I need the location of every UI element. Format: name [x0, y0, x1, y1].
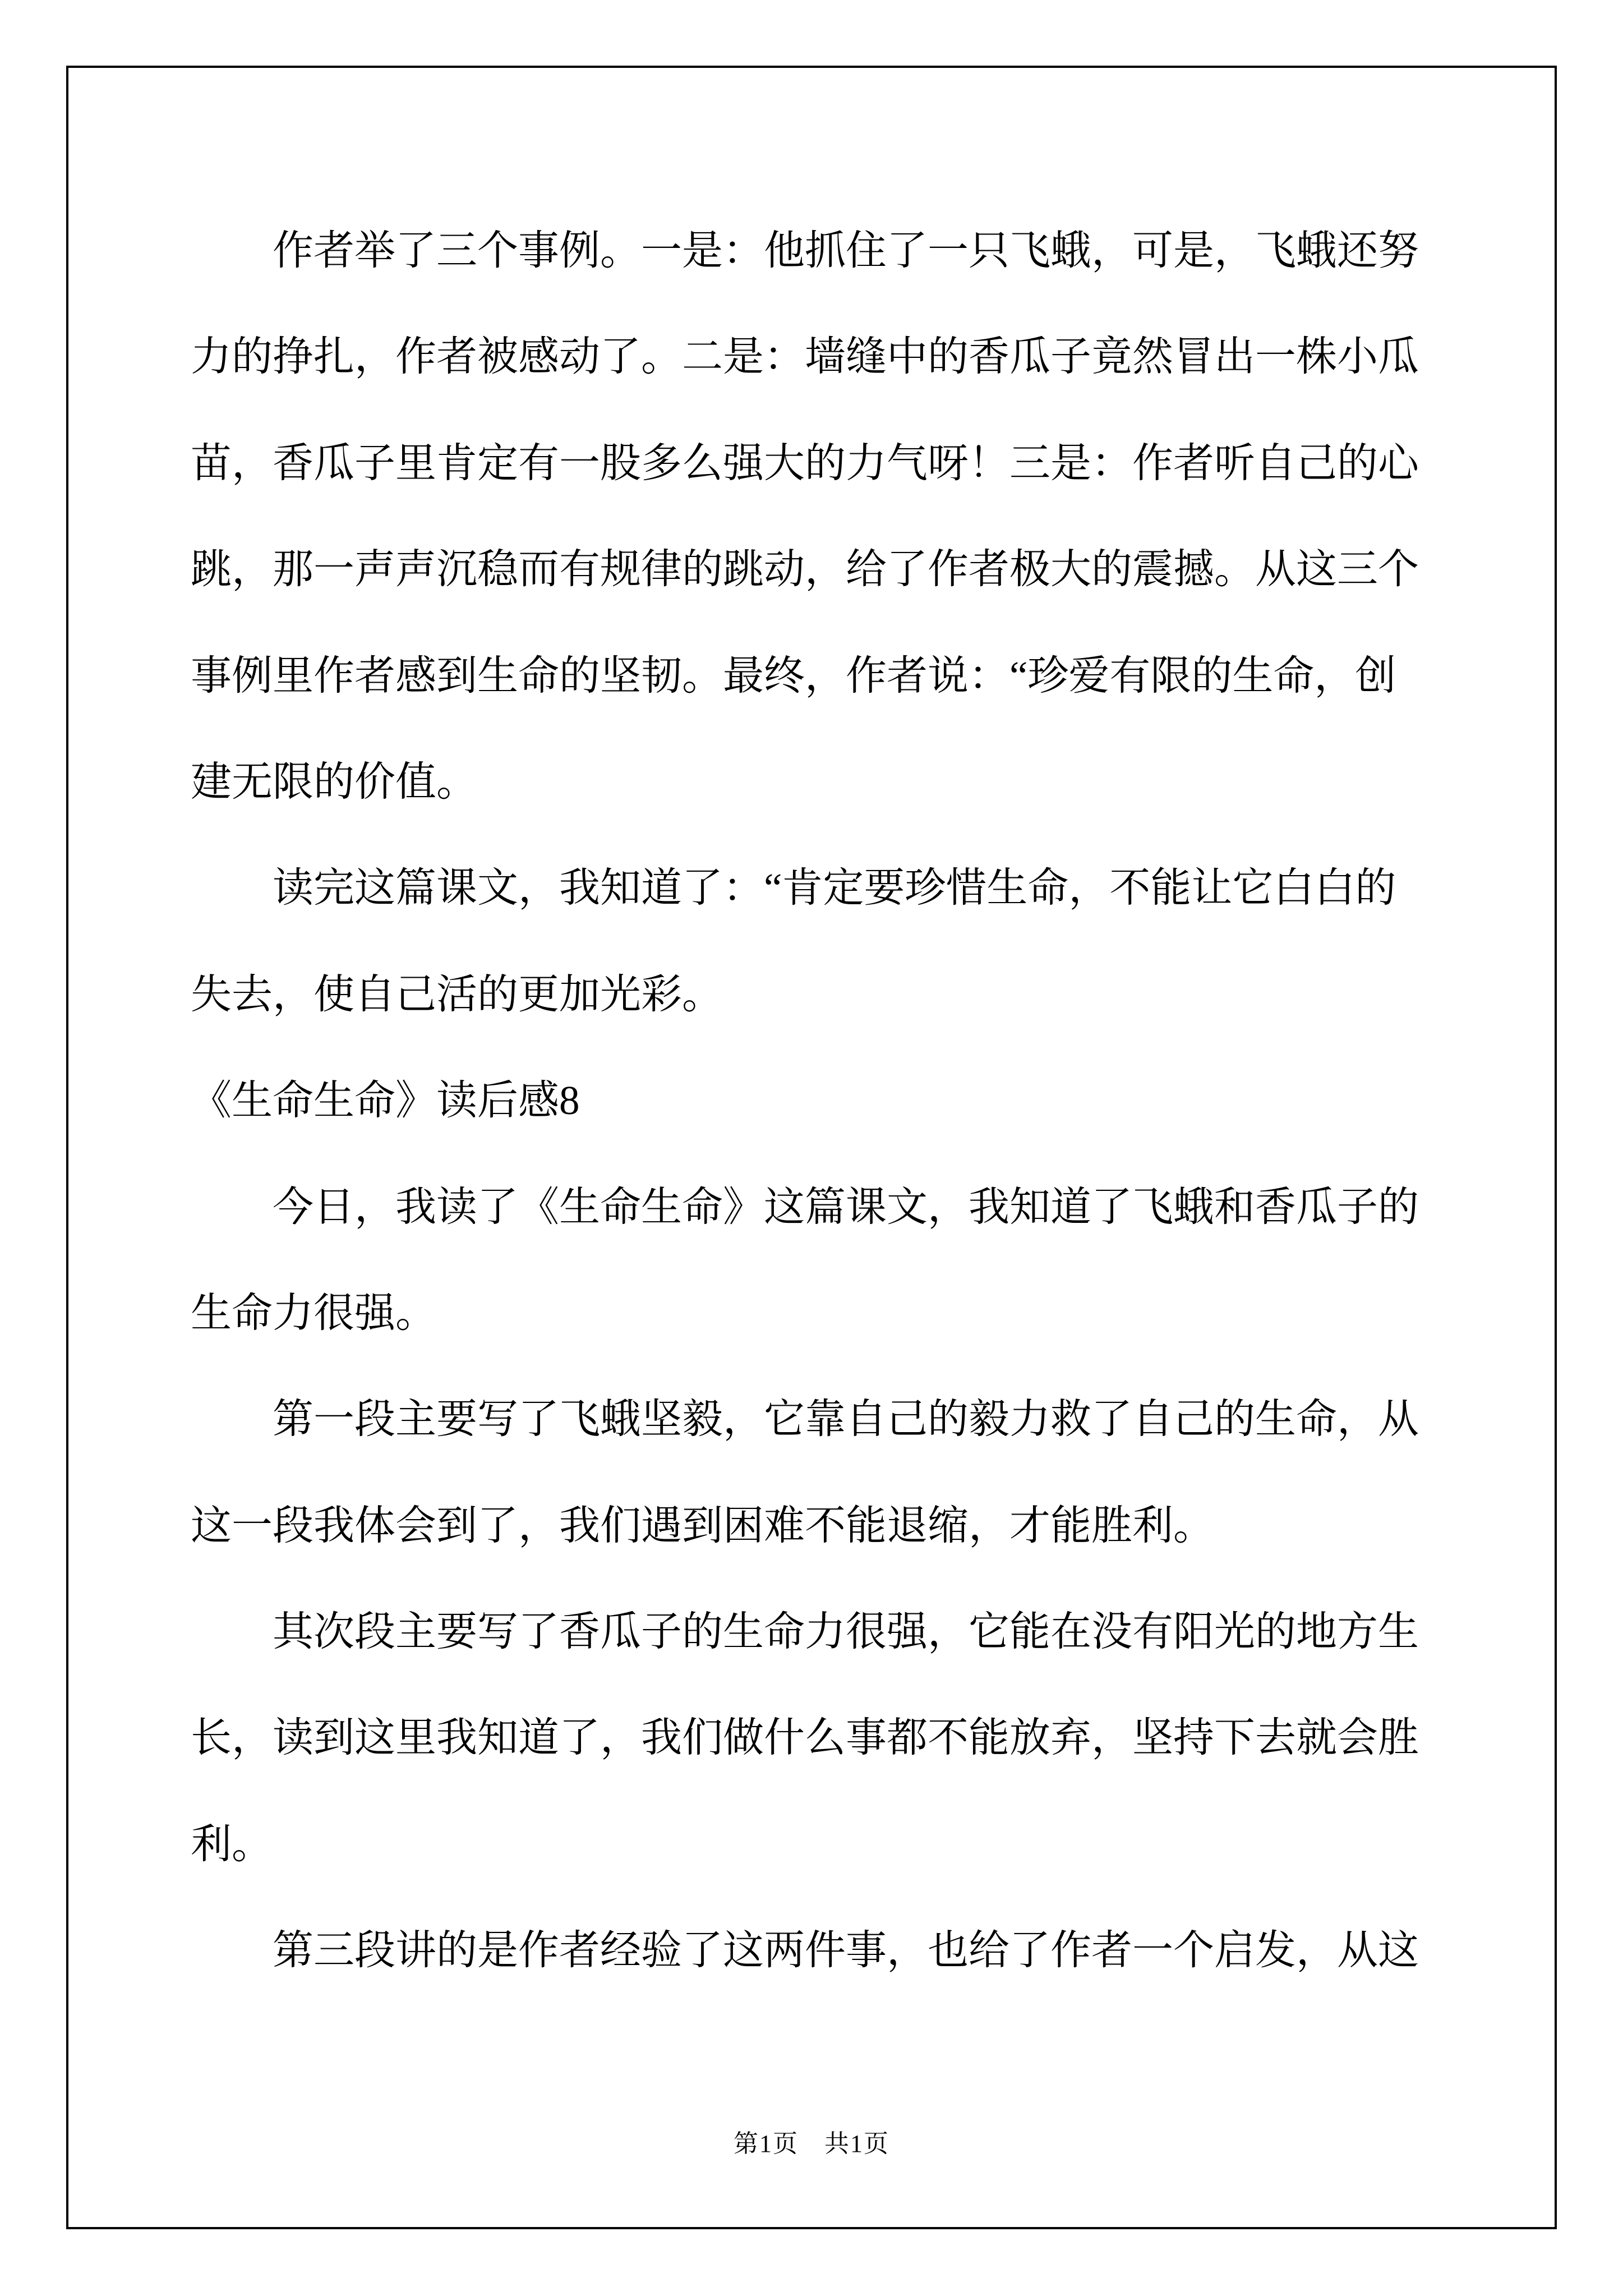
page-number-indicator: 第1页 共1页 [734, 2130, 889, 2157]
text-line: 第三段讲的是作者经验了这两件事，也给了作者一个启发，从这 [273, 1927, 1419, 1973]
text-line: 其次段主要写了香瓜子的生命力很强，它能在没有阳光的地方生 [273, 1609, 1419, 1655]
text-line: 生命力很强。 [191, 1290, 436, 1336]
text-line: 苗，香瓜子里肯定有一股多么强大的力气呀！三是：作者听自己的心 [191, 440, 1419, 486]
text-line: 这一段我体会到了，我们遇到困难不能退缩，才能胜利。 [191, 1502, 1214, 1548]
text-line: 今日，我读了《生命生命》这篇课文，我知道了飞蛾和香瓜子的 [273, 1184, 1419, 1230]
text-line: 事例里作者感到生命的坚韧。最终，作者说：“珍爱有限的生命，创 [191, 652, 1396, 698]
text-line: 第一段主要写了飞蛾坚毅，它靠自己的毅力救了自己的生命，从 [273, 1396, 1419, 1442]
text-line: 长，读到这里我知道了，我们做什么事都不能放弃，坚持下去就会胜 [191, 1715, 1419, 1761]
page-footer [0, 2127, 1623, 2161]
text-line: 利。 [191, 1821, 273, 1867]
text-line: 失去，使自己活的更加光彩。 [191, 971, 723, 1017]
section-heading: 《生命生命》读后感8 [191, 1078, 580, 1124]
text-line: 力的挣扎，作者被感动了。二是：墙缝中的香瓜子竟然冒出一株小瓜 [191, 334, 1419, 380]
document-body [191, 197, 1424, 2004]
text-line: 跳，那一声声沉稳而有规律的跳动，给了作者极大的震撼。从这三个 [191, 546, 1419, 592]
text-line: 作者举了三个事例。一是：他抓住了一只飞蛾，可是，飞蛾还努 [273, 228, 1419, 273]
text-line: 建无限的价值。 [191, 758, 477, 804]
text-line: 读完这篇课文，我知道了：“肯定要珍惜生命，不能让它白白的 [273, 865, 1396, 911]
